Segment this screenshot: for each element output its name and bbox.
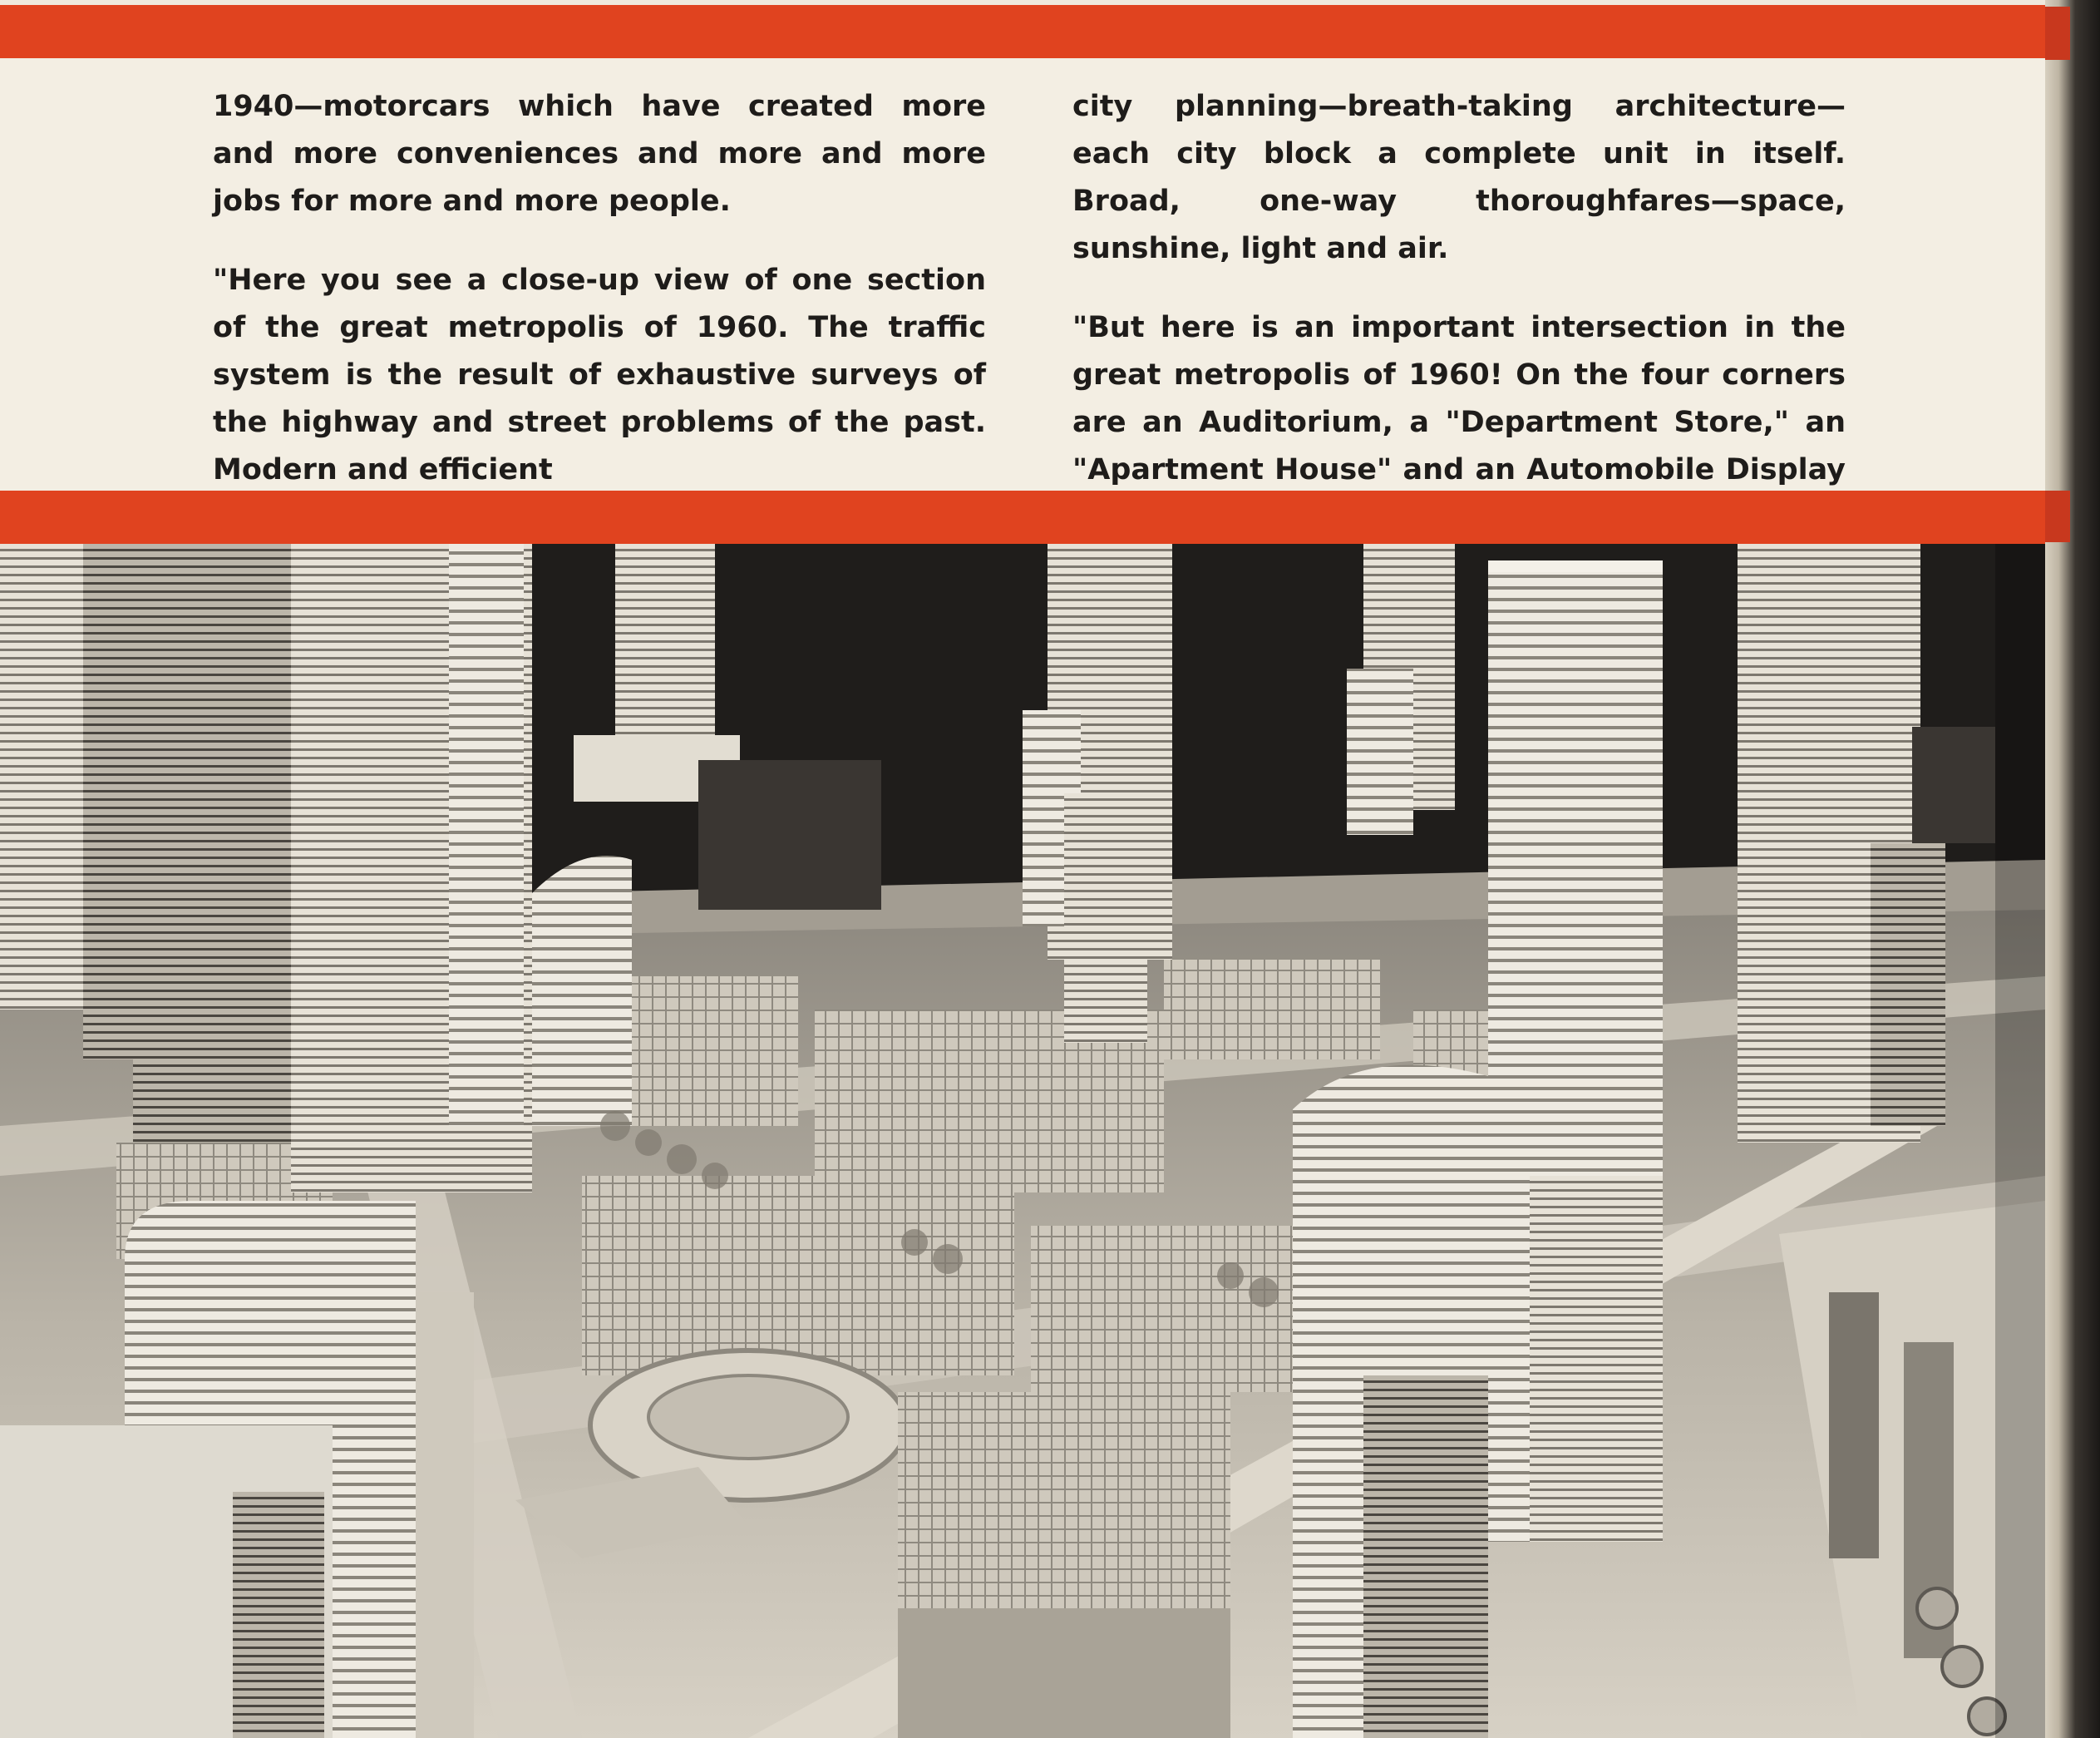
text-column-left	[213, 83, 986, 526]
city-model-photo	[0, 544, 2045, 1738]
top-red-band	[0, 5, 2045, 58]
paragraph: "But here is an important intersection in the great metropolis of 1960! On the four corners are an Auditorium, a "Department Store," an "Apartment House" and an Automobile Display	[1072, 311, 1846, 486]
city-model-illustration	[0, 544, 2045, 1738]
page-fold-edge	[2045, 0, 2100, 1738]
middle-red-band	[0, 491, 2045, 544]
paragraph: 1940—motorcars which have created more and more conveniences and more and more jobs for more and more people.	[213, 90, 986, 218]
edge-red-band-middle	[2045, 491, 2070, 542]
paragraph: "Here you see a close-up view of one section of the great metropolis of 1960. The traffic system is the result of exhaustive surveys of the highway and street problems of the past. Modern and efficient	[213, 264, 986, 486]
edge-red-band-top	[2045, 7, 2070, 60]
paragraph: city planning—breath-taking architecture—each city block a complete unit in itself. Broad, one-way thoroughfares—space, sunshine, light and air.	[1072, 90, 1846, 265]
